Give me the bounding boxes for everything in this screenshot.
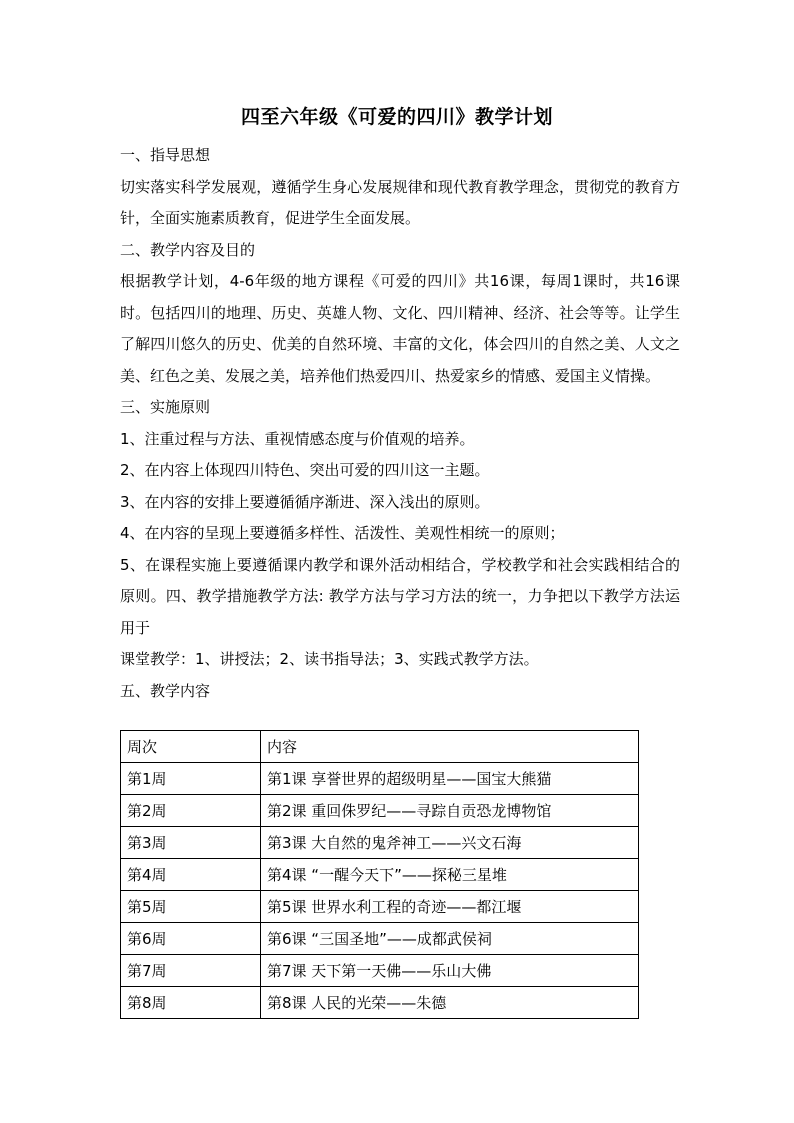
table-cell-week: 第8周 bbox=[121, 987, 261, 1019]
paragraph-classroom-methods: 课堂教学：1、讲授法；2、读书指导法；3、实践式教学方法。 bbox=[120, 650, 539, 668]
principle-item: 3、在内容的安排上要遵循循序渐进、深入浅出的原则。 bbox=[120, 492, 490, 511]
table-row bbox=[121, 795, 639, 827]
table-header-week: 周次 bbox=[121, 731, 261, 763]
table-header-content: 内容 bbox=[261, 731, 639, 763]
table-row bbox=[121, 955, 639, 987]
principle-item: 2、在内容上体现四川特色、突出可爱的四川这一主题。 bbox=[120, 461, 490, 479]
table-cell-week: 第3周 bbox=[121, 827, 261, 859]
table-row bbox=[121, 859, 639, 891]
table-cell-week: 第4周 bbox=[121, 859, 261, 891]
table-cell-content: 第4课 “一醒今天下”——探秘三星堆 bbox=[261, 859, 639, 891]
principle-item: 4、在内容的呈现上要遵循多样性、活泼性、美观性相统一的原则； bbox=[120, 524, 565, 542]
table-row bbox=[121, 827, 639, 859]
teaching-schedule-table bbox=[120, 730, 639, 1019]
table-row bbox=[121, 763, 639, 795]
paragraph-guiding-ideology: 切实落实科学发展观，遵循学生身心发展规律和现代教育教学理念，贯彻党的教育方针，全面实施素质教育，促进学生全面发展。 bbox=[120, 177, 680, 227]
table-cell-content: 第7课 天下第一天佛——乐山大佛 bbox=[261, 955, 639, 987]
table-cell-content: 第2课 重回侏罗纪——寻踪自贡恐龙博物馆 bbox=[261, 795, 639, 827]
table-cell-content: 第5课 世界水利工程的奇迹——都江堰 bbox=[261, 891, 639, 923]
table-cell-week: 第5周 bbox=[121, 891, 261, 923]
table-cell-content: 第8课 人民的光荣——朱德 bbox=[261, 987, 639, 1019]
principle-item: 5、在课程实施上要遵循课内教学和课外活动相结合，学校教学和社会实践相结合的原则。四、教学措施教学方法: 教学方法与学习方法的统一，力争把以下教学方法运用于 bbox=[120, 555, 680, 637]
table-row bbox=[121, 987, 639, 1019]
table-row bbox=[121, 923, 639, 955]
table-cell-content: 第1课 享誉世界的超级明星——国宝大熊猫 bbox=[261, 763, 639, 795]
section-heading-principles: 三、实施原则 bbox=[120, 398, 211, 416]
table-cell-week: 第2周 bbox=[121, 795, 261, 827]
table-cell-content: 第6课 “三国圣地”——成都武侯祠 bbox=[261, 923, 639, 955]
table-row bbox=[121, 891, 639, 923]
table-cell-week: 第6周 bbox=[121, 923, 261, 955]
section-heading-guiding-ideology: 一、指导思想 bbox=[120, 146, 211, 164]
document-body bbox=[120, 140, 680, 707]
section-heading-content-purpose: 二、教学内容及目的 bbox=[120, 240, 256, 259]
paragraph-content-purpose: 根据教学计划，4-6年级的地方课程《可爱的四川》共16课，每周1课时，共16课时。包括四川的地理、历史、英雄人物、文化、四川精神、经济、社会等等。让学生了解四川悠久的历史、优美的自然环境、丰富的文化，体会四川的自然之美、人文之美、红色之美、发展之美，培养他们热爱四川、热爱家乡的情感、爱国主义情操。 bbox=[120, 272, 680, 385]
principle-item: 1、注重过程与方法、重视情感态度与价值观的培养。 bbox=[120, 429, 475, 448]
section-heading-teaching-content: 五、教学内容 bbox=[120, 681, 211, 700]
document-title: 四至六年级《可爱的四川》教学计划 bbox=[240, 106, 553, 128]
table-cell-week: 第7周 bbox=[121, 955, 261, 987]
table-cell-content: 第3课 大自然的鬼斧神工——兴文石海 bbox=[261, 827, 639, 859]
table-header-row bbox=[121, 731, 639, 763]
table-cell-week: 第1周 bbox=[121, 763, 261, 795]
